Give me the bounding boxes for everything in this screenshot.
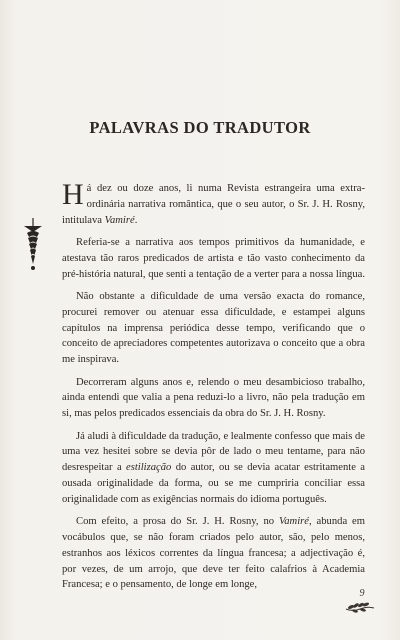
paragraph-text: Não obstante a dificuldade de uma versão exacta do romance, procurei remover ou atenuar essa dificuldade, e estampei alguns capítulos na imprensa periódica desse tempo, verificando que o conceito de apreciadores competentes autorizava o conceito que a obra me inspirava. (62, 290, 365, 366)
paragraph-text: . (134, 214, 138, 226)
paragraph-text: Decorreram alguns anos e, relendo o meu desambicioso trabalho, ainda entendi que valia a pena reduzi-lo a livro, não pela tradução em si, mas pelos predicados essenciais da obra do Sr. J. H. Rosny. (62, 376, 365, 420)
italic-text: Vamiré (104, 214, 135, 226)
drop-cap: H (62, 178, 84, 211)
chapter-title: PALAVRAS DO TRADUTOR (89, 118, 311, 137)
paragraph-text: Com efeito, a prosa do Sr. J. H. Rosny, no (76, 516, 279, 528)
paragraph-text: Referia-se a narrativa aos tempos primitivos da humanidade, e atestava tão raros predicados de artista e tão vasto conhecimento da pré-história natural, que senti a tentação de a verter para a nossa língua. (62, 236, 365, 280)
paragraph-2 (62, 235, 365, 282)
paragraph-text: Já aludi à dificuldade da tradução, e lealmente confesso que mais de uma vez hesitei sobre se devia pôr de lado o meu tentame, para não desrespeitar a (62, 430, 365, 474)
body-text (62, 178, 365, 600)
paragraph-6 (62, 514, 365, 593)
paragraph-text: á dez ou doze anos, li numa Revista estrangeira uma extra-ordinária narrativa romântica, que o seu autor, o Sr. J. H. Rosny, intitulava (62, 183, 365, 226)
leaf-ornament-icon (345, 601, 375, 613)
paragraph-5 (62, 429, 365, 508)
paragraph-text: , abunda em vocábulos que, se não foram criados pelo autor, são, pelo menos, estranhos aos léxicos correntes da língua francesa; a adjectivação é, por vezes, de um arrojo, que deve ter feito calafrios à Academia Francesa; e o pensamento, de longe em longe, (62, 516, 365, 591)
page-number: 9 (359, 588, 365, 599)
italic-text: Vamiré (278, 516, 309, 528)
paragraph-1 (62, 178, 365, 228)
italic-text: estilização (126, 462, 172, 474)
paragraph-3 (62, 289, 365, 368)
paragraph-4 (62, 375, 365, 422)
paragraph-text: do autor, ou se devia acatar estritamente a ousada originalidade da forma, ou se me cumpriria conciliar essa originalidade com as exigências normais do idioma português. (62, 462, 365, 505)
pendant-ornament-icon (22, 218, 44, 274)
